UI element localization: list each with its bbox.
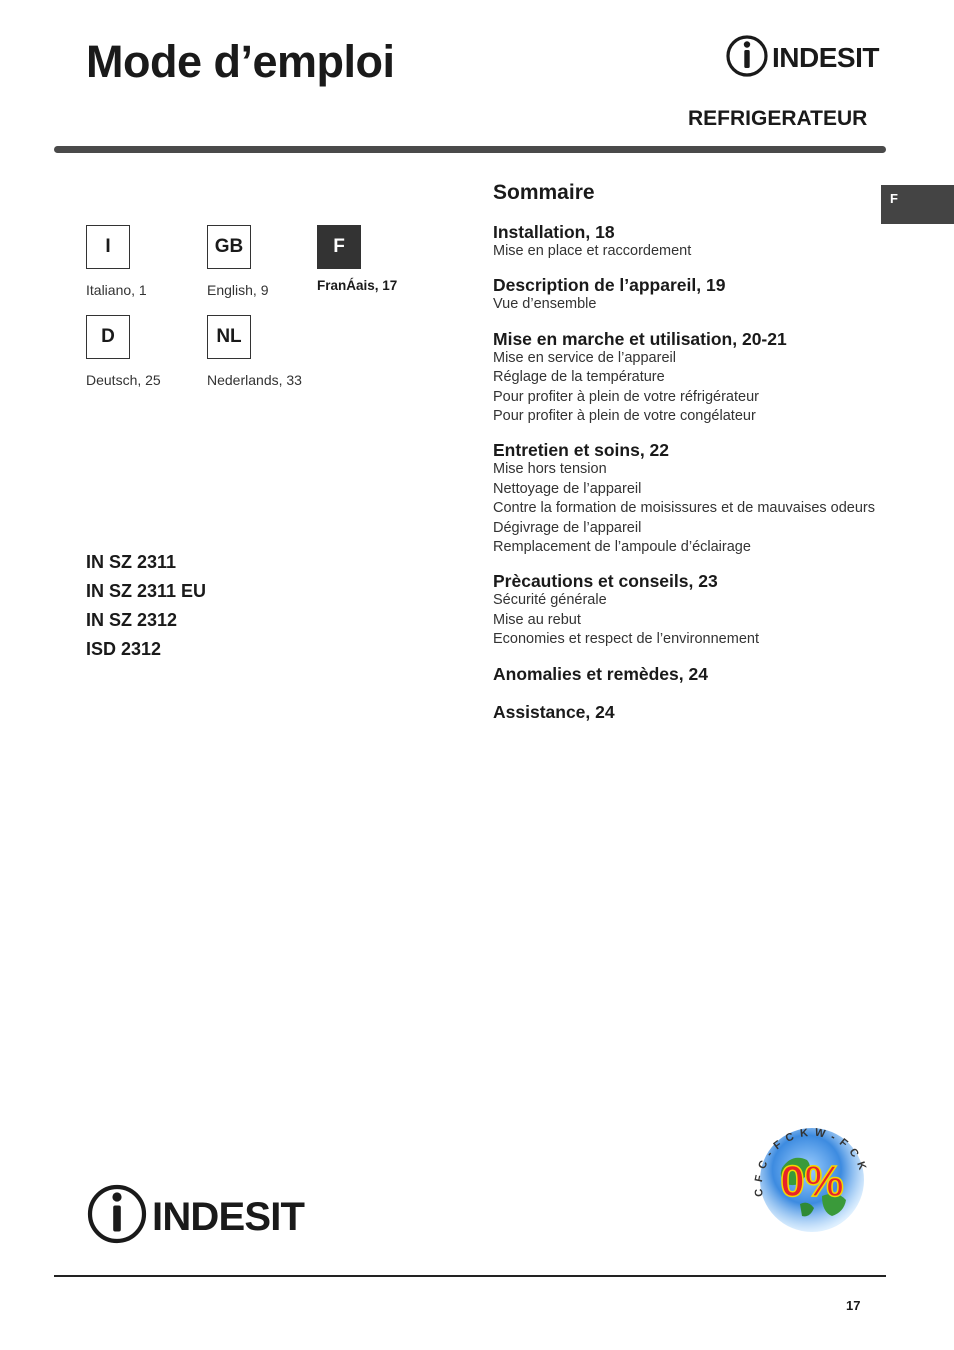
language-box-german[interactable]: D xyxy=(86,315,130,359)
toc-section-precautions xyxy=(493,571,913,649)
toc-subitem: Mise en place et raccordement xyxy=(493,243,692,259)
toc-subitem: Remplacement de l’ampoule d’éclairage xyxy=(493,539,751,556)
language-label-french: FranÁais, 17 xyxy=(317,278,398,293)
toc-subitem: Mise hors tension xyxy=(493,461,607,478)
footer-rule xyxy=(54,1275,886,1277)
toc-subitem: Pour profiter à plein de votre réfrigérateur xyxy=(493,388,759,405)
header-rule xyxy=(54,146,886,153)
toc-subitem: Mise en service de l’appareil xyxy=(493,349,676,366)
language-label-german: Deutsch, 25 xyxy=(86,372,161,388)
toc-section-title[interactable]: Entretien et soins, 22 xyxy=(493,440,670,461)
model-item: IN SZ 2312 xyxy=(86,610,178,630)
language-label-italian: Italiano, 1 xyxy=(86,282,147,298)
language-label-english: English, 9 xyxy=(207,282,269,298)
language-box-dutch[interactable]: NL xyxy=(207,315,251,359)
toc-section-entretien xyxy=(493,440,913,557)
indesit-logo-bottom xyxy=(86,1183,314,1245)
toc-heading: Sommaire xyxy=(493,181,595,204)
svg-text:0%: 0% xyxy=(780,1157,844,1206)
language-label-dutch: Nederlands, 33 xyxy=(207,372,302,388)
toc-section-title[interactable]: Anomalies et remèdes, 24 xyxy=(493,663,708,684)
toc-section-mise-en-marche xyxy=(493,329,913,427)
toc-section-title[interactable]: Installation, 18 xyxy=(493,222,615,242)
toc-subitem: Pour profiter à plein de votre congélateur xyxy=(493,408,756,425)
language-box-italian[interactable]: I xyxy=(86,225,130,269)
model-item: IN SZ 2311 xyxy=(86,552,177,572)
language-side-tab: F xyxy=(881,185,954,224)
toc-section-title[interactable]: Mise en marche et utilisation, 20-21 xyxy=(493,328,787,349)
model-list xyxy=(86,548,206,664)
toc-subitem: Dégivrage de l’appareil xyxy=(493,519,642,536)
cfc-free-badge-icon xyxy=(742,1108,882,1248)
product-type: REFRIGERATEUR xyxy=(688,107,868,130)
svg-text:INDESIT: INDESIT xyxy=(772,42,879,73)
toc-section-title[interactable]: Description de l’appareil, 19 xyxy=(493,275,726,296)
svg-text:CFC-FCKW-FCK: CFC-FCKW-FCK xyxy=(752,1126,871,1198)
table-of-contents xyxy=(493,222,913,736)
toc-subitem: Mise au rebut xyxy=(493,611,581,628)
toc-section-installation xyxy=(493,222,913,261)
indesit-logo-top xyxy=(726,34,886,78)
svg-text:INDESIT: INDESIT xyxy=(152,1195,305,1239)
toc-section-assistance xyxy=(493,702,913,722)
model-item: ISD 2312 xyxy=(86,639,162,659)
toc-subitem: Economies et respect de l’environnement xyxy=(493,631,759,648)
model-item: IN SZ 2311 EU xyxy=(86,581,207,601)
toc-section-title[interactable]: Assistance, 24 xyxy=(493,701,615,722)
toc-subitem: Réglage de la température xyxy=(493,369,665,386)
language-box-french[interactable]: F xyxy=(317,225,361,269)
toc-subitem: Vue d’ensemble xyxy=(493,296,597,313)
language-box-english[interactable]: GB xyxy=(207,225,251,269)
toc-subitem: Sécurité générale xyxy=(493,592,607,609)
toc-section-anomalies xyxy=(493,664,913,684)
toc-subitem: Nettoyage de l’appareil xyxy=(493,480,642,497)
toc-section-title[interactable]: Prècautions et conseils, 23 xyxy=(493,571,718,592)
page-number: 17 xyxy=(846,1298,861,1313)
page-title: Mode d’emploi xyxy=(86,36,395,87)
toc-subitem: Contre la formation de moisissures et de mauvaises odeurs xyxy=(493,500,876,517)
toc-section-description xyxy=(493,275,913,314)
